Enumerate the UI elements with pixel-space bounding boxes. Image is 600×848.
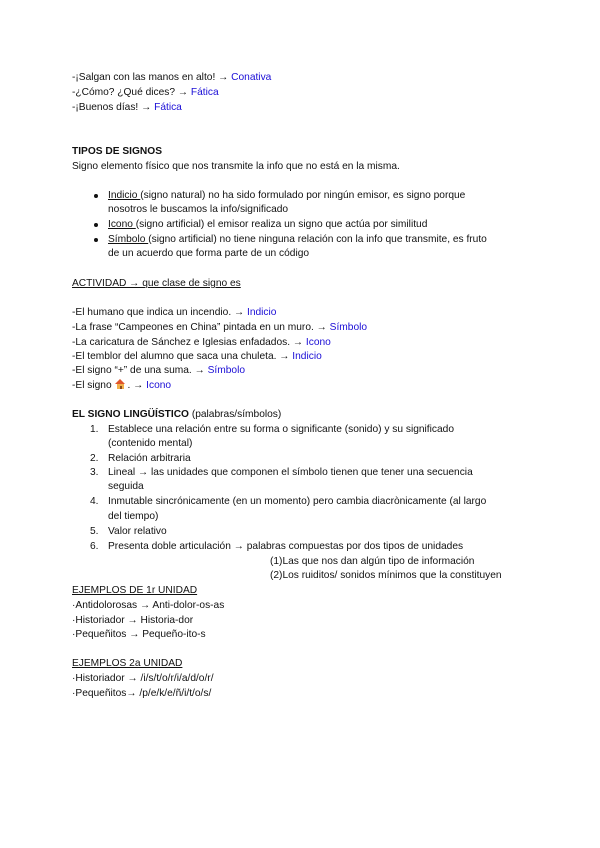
list-number: 5. xyxy=(90,526,99,537)
signo-heading-note: (palabras/símbolos) xyxy=(188,409,282,420)
intro-text: -¡Buenos días! → xyxy=(72,102,155,113)
list-item-continuation: seguida xyxy=(108,481,144,492)
list-number: 1. xyxy=(90,424,99,435)
actividad-item xyxy=(72,336,331,349)
actividad-answer: Símbolo xyxy=(207,365,245,376)
bullet-dot xyxy=(94,194,98,198)
intro-line xyxy=(72,101,182,114)
section-heading-ejemplos1: EJEMPLOS DE 1r UNIDAD xyxy=(72,585,198,596)
list-item: Inmutable sincrónicamente (en un momento) pero cambia diacrònicamente (al largo xyxy=(108,496,487,507)
actividad-text: -El temblor del alumno que saca una chuleta. → xyxy=(72,351,293,362)
example-line: ·Pequeñitos→ /p/e/k/e/ñ/i/t/o/s/ xyxy=(72,688,212,699)
signo-heading-text: EL SIGNO LINGÜÍSTICO xyxy=(72,409,189,420)
section-heading-actividad: ACTIVIDAD → que clase de signo es xyxy=(72,278,241,289)
actividad-answer: Símbolo xyxy=(329,322,368,333)
section-heading-ejemplos2: EJEMPLOS 2a UNIDAD xyxy=(72,658,183,669)
section-heading-tipos: TIPOS DE SIGNOS xyxy=(72,146,163,157)
bullet-text: (signo artificial) no tiene ninguna relación con la info que transmite, es fruto xyxy=(148,234,487,245)
bullet-term: Icono xyxy=(108,219,136,230)
bullet-term: Símbolo xyxy=(108,234,149,245)
intro-text: -¿Cómo? ¿Qué dices? → xyxy=(72,87,191,98)
actividad-text: -La frase “Campeones en China” pintada en un muro. → xyxy=(72,322,330,333)
bullet-item xyxy=(108,218,427,231)
actividad-item xyxy=(72,321,367,334)
list-number: 2. xyxy=(90,453,99,464)
actividad-text: -El humano que indica un incendio. → xyxy=(72,307,247,318)
bullet-term: Indicio xyxy=(108,190,141,201)
actividad-item xyxy=(72,364,245,377)
intro-text: -¡Salgan con las manos en alto! → xyxy=(72,72,232,83)
actividad-item xyxy=(72,306,276,319)
example-line: ·Historiador → Historia-dor xyxy=(72,615,194,626)
list-item-continuation: del tiempo) xyxy=(108,511,159,522)
list-item: Valor relativo xyxy=(108,526,167,537)
list-item: Relación arbitraria xyxy=(108,453,191,464)
example-line: ·Historiador → /i/s/t/o/r/i/a/d/o/r/ xyxy=(72,673,214,684)
intro-answer: Conativa xyxy=(231,72,272,83)
actividad-answer: Icono xyxy=(146,380,172,391)
bullet-item xyxy=(108,189,465,202)
actividad-text: -El signo xyxy=(72,380,115,391)
actividad-answer: Icono xyxy=(305,337,331,348)
house-icon xyxy=(115,379,126,389)
bullet-dot xyxy=(94,223,98,227)
list-item: Presenta doble articulación → palabras compuestas por dos tipos de unidades xyxy=(108,541,464,552)
actividad-text: . → xyxy=(127,380,147,391)
bullet-text: (signo artificial) el emisor realiza un signo que actúa por similitud xyxy=(135,219,428,230)
unit-type-1: (1)Las que nos dan algún tipo de información xyxy=(270,556,475,567)
bullet-text: (signo natural) no ha sido formulado por ningún emisor, es signo porque xyxy=(140,190,466,201)
bullet-dot xyxy=(94,238,98,242)
actividad-item xyxy=(72,350,322,363)
list-item: Lineal → las unidades que componen el símbolo tienen que tener una secuencia xyxy=(108,467,473,478)
intro-answer: Fática xyxy=(154,102,182,113)
intro-line xyxy=(72,86,219,99)
tipos-definition: Signo elemento físico que nos transmite la info que no está en la misma. xyxy=(72,161,400,172)
list-number: 6. xyxy=(90,541,99,552)
actividad-answer: Indicio xyxy=(292,351,322,362)
actividad-item xyxy=(72,379,171,392)
list-number: 3. xyxy=(90,467,99,478)
actividad-text: -La caricatura de Sánchez e Iglesias enfadados. → xyxy=(72,337,306,348)
bullet-continuation: nosotros le buscamos la info/significado xyxy=(108,204,289,215)
intro-line xyxy=(72,71,271,84)
unit-type-2: (2)Los ruiditos/ sonidos mínimos que la constituyen xyxy=(270,570,502,581)
list-item-continuation: (contenido mental) xyxy=(108,438,193,449)
example-line: ·Pequeñitos → Pequeño-ito-s xyxy=(72,629,206,640)
intro-answer: Fática xyxy=(190,87,219,98)
actividad-answer: Indicio xyxy=(247,307,277,318)
actividad-text: -El signo “+” de una suma. → xyxy=(72,365,208,376)
example-line: ·Antidolorosas → Anti-dolor-os-as xyxy=(72,600,225,611)
section-heading-signo xyxy=(72,408,281,421)
bullet-continuation: de un acuerdo que forma parte de un código xyxy=(108,248,310,259)
list-item: Establece una relación entre su forma o significante (sonido) y su significado xyxy=(108,424,454,435)
list-number: 4. xyxy=(90,496,99,507)
bullet-item xyxy=(108,233,487,246)
